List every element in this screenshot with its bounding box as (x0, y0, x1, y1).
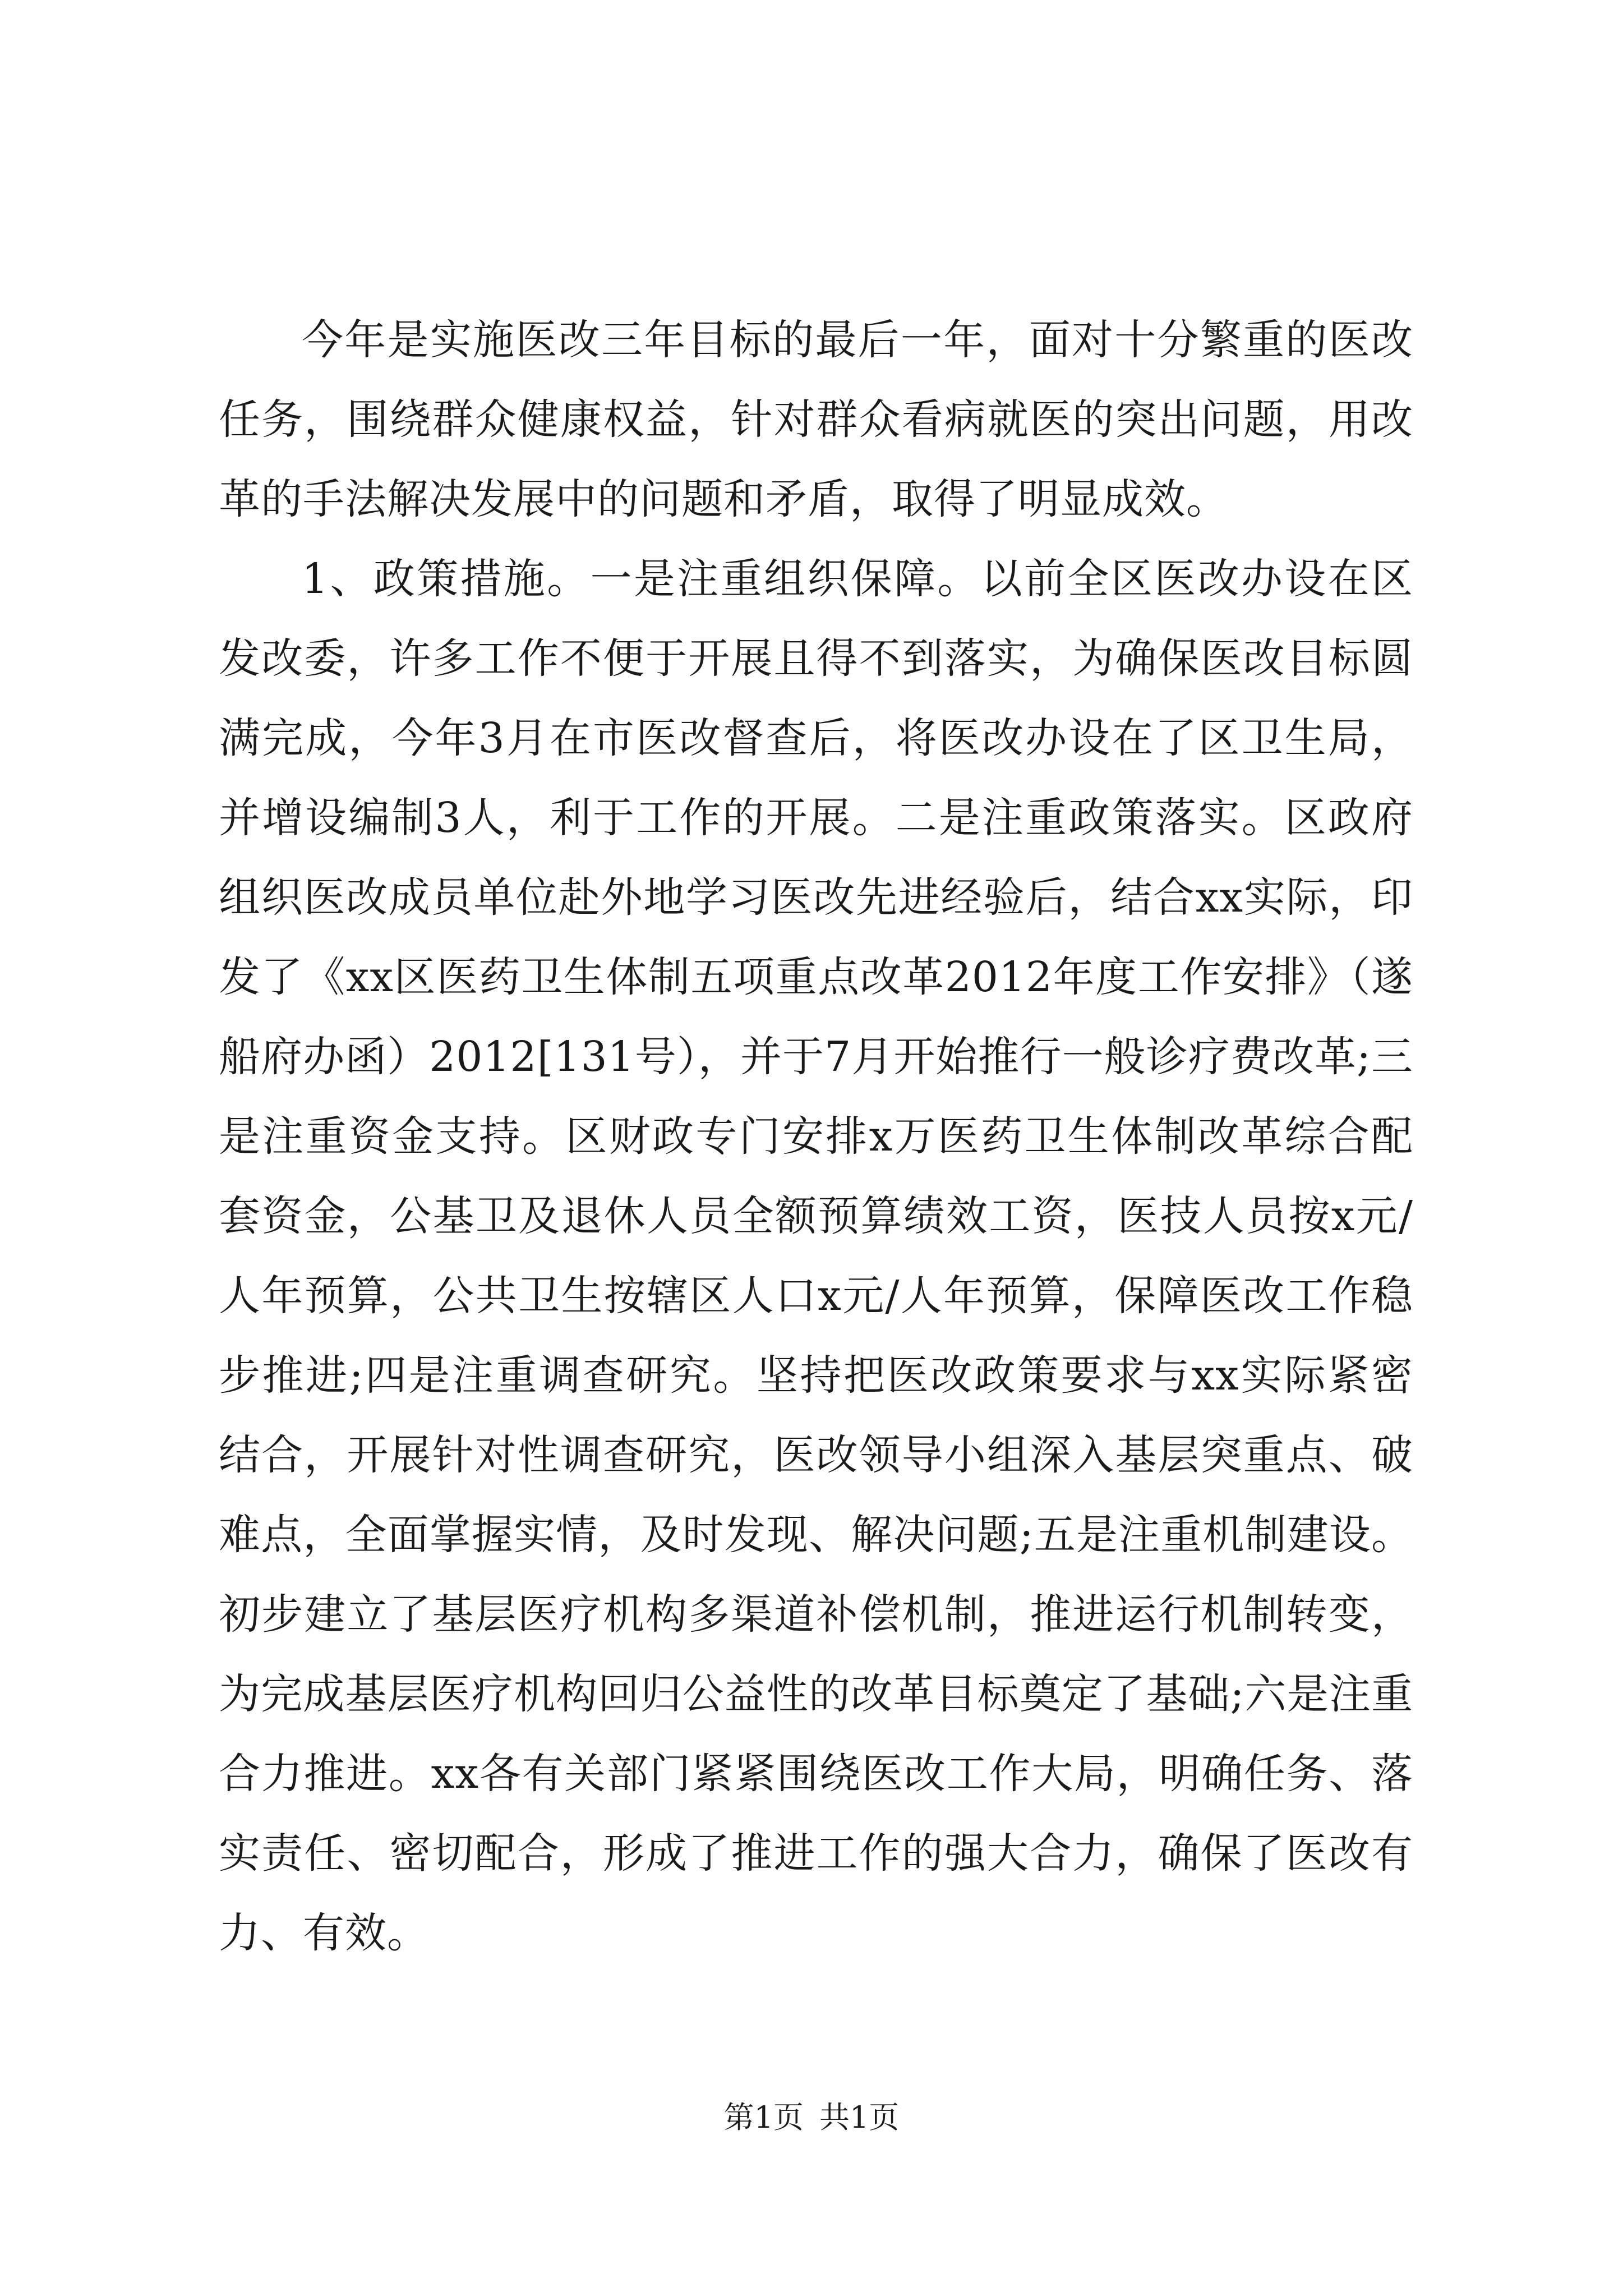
document-body (219, 300, 1413, 1973)
page-number-current: 第1页 (723, 2100, 804, 2135)
page-footer (0, 2098, 1623, 2137)
paragraph-policy-measures: 1、政策措施。一是注重组织保障。以前全区医改办设在区发改委，许多工作不便于开展且得不到落实，为确保医改目标圆满完成，今年3月在市医改督查后，将医改办设在了区卫生局，并增设编制3人，利于工作的开展。二是注重政策落实。区政府组织医改成员单位赴外地学习医改先进经验后，结合xx实际，印发了《xx区医药卫生体制五项重点改革2012年度工作安排》（遂船府办函）2012[131号），并于7月开始推行一般诊疗费改革;三是注重资金支持。区财政专门安排x万医药卫生体制改革综合配套资金，公基卫及退休人员全额预算绩效工资，医技人员按x元/人年预算，公共卫生按辖区人口x元/人年预算，保障医改工作稳步推进;四是注重调查研究。坚持把医改政策要求与xx实际紧密结合，开展针对性调查研究，医改领导小组深入基层突重点、破难点，全面掌握实情，及时发现、解决问题;五是注重机制建设。初步建立了基层医疗机构多渠道补偿机制，推进运行机制转变，为完成基层医疗机构回归公益性的改革目标奠定了基础;六是注重合力推进。xx各有关部门紧紧围绕医改工作大局，明确任务、落实责任、密切配合，形成了推进工作的强大合力，确保了医改有力、有效。 (219, 555, 1413, 1957)
page-number-total: 共1页 (819, 2100, 900, 2135)
paragraph-intro: 今年是实施医改三年目标的最后一年，面对十分繁重的医改任务，围绕群众健康权益，针对群众看病就医的突出问题，用改革的手法解决发展中的问题和矛盾，取得了明显成效。 (219, 316, 1413, 523)
